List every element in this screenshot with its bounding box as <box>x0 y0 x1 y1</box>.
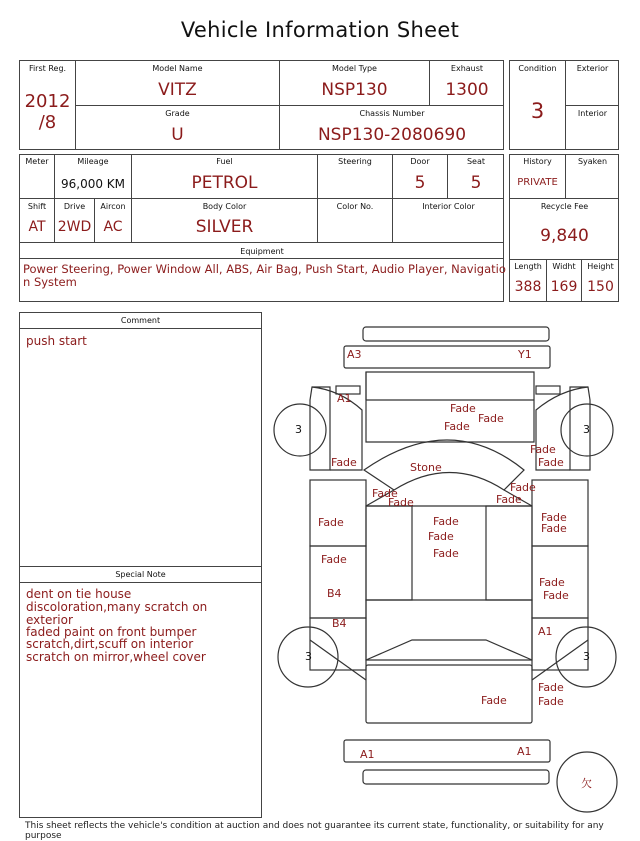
mileage-value: 96,000 KM <box>60 177 126 191</box>
damage-code: Fade <box>318 516 344 529</box>
left-front-fender <box>310 387 330 470</box>
first-reg-label: First Reg. <box>28 64 67 73</box>
special-note-line: discoloration,many scratch on <box>26 600 208 614</box>
missing-mark: 欠 <box>581 777 592 790</box>
special-note-line: dent on tie house <box>26 587 132 601</box>
interior-color-cell <box>393 199 504 243</box>
tire-grade: 3 <box>305 650 312 663</box>
damage-code: Fade <box>541 522 567 535</box>
exhaust-label: Exhaust <box>450 64 484 73</box>
rear-roof <box>366 600 532 660</box>
first-reg-year: 2012 <box>24 91 71 112</box>
page-title: Vehicle Information Sheet <box>180 18 460 42</box>
recycle-label: Recycle Fee <box>540 202 589 211</box>
first-reg-month: /8 <box>38 112 57 133</box>
color-no-label: Color No. <box>336 202 374 211</box>
comment-text: push start <box>26 334 87 348</box>
body-color-value: SILVER <box>195 217 254 237</box>
interior-cell <box>566 106 619 150</box>
specs-table <box>19 154 504 302</box>
damage-code: Fade <box>444 420 470 433</box>
body-color-label: Body Color <box>202 202 247 211</box>
disclaimer: This sheet reflects the vehicle's condition at auction and does not guarantee its current state, functionality, or suitability for any purpose <box>25 821 604 841</box>
damage-code: Fade <box>433 547 459 560</box>
damage-code: Fade <box>538 695 564 708</box>
special-note-line: faded paint on front bumper <box>26 625 197 639</box>
equipment-line2: n System <box>23 275 77 289</box>
special-note-line: scratch,dirt,scuff on interior <box>26 637 194 651</box>
condition-cell <box>510 61 566 150</box>
syaken-label: Syaken <box>577 157 608 166</box>
seat-cell <box>448 155 504 199</box>
color-no-cell <box>318 199 393 243</box>
width-cell <box>547 260 582 302</box>
model-type-label: Model Type <box>332 64 377 73</box>
drive-cell <box>55 199 95 243</box>
chassis-value: NSP130-2080690 <box>317 125 467 145</box>
door-label: Door <box>410 157 430 166</box>
damage-code: A1 <box>538 625 553 638</box>
mileage-label: Mileage <box>77 157 109 166</box>
syaken-cell <box>566 155 619 199</box>
roof-left-pillar <box>366 506 412 600</box>
damage-code: Fade <box>388 496 414 509</box>
history-value: PRIVATE <box>517 177 558 188</box>
length-cell <box>510 260 547 302</box>
grade-value: U <box>171 125 184 145</box>
model-type-value: NSP130 <box>321 80 388 100</box>
car-condition-diagram <box>262 315 622 820</box>
shift-label: Shift <box>27 202 47 211</box>
damage-code: Stone <box>410 461 442 474</box>
height-cell <box>582 260 619 302</box>
special-note-line: scratch on mirror,wheel cover <box>26 650 206 664</box>
damage-code: Fade <box>450 402 476 415</box>
damage-code: Fade <box>478 412 504 425</box>
grade-label: Grade <box>165 109 190 118</box>
damage-code: A1 <box>517 745 532 758</box>
grade-cell <box>76 106 280 150</box>
damage-code: Fade <box>541 511 567 524</box>
mileage-cell <box>55 155 132 199</box>
door-value: 5 <box>414 173 426 193</box>
equipment-line1: Power Steering, Power Window All, ABS, Air Bag, Push Start, Audio Player, Navigatio <box>23 262 506 276</box>
special-note-label: Special Note <box>115 570 166 579</box>
damage-code: Fade <box>496 493 522 506</box>
damage-code: Fade <box>428 530 454 543</box>
model-type-cell <box>280 61 430 106</box>
model-name-value: VITZ <box>158 80 197 100</box>
condition-table <box>509 60 619 150</box>
damage-code: A3 <box>347 348 362 361</box>
exhaust-value: 1300 <box>445 80 489 100</box>
rear-window-line <box>366 640 532 660</box>
recycle-cell <box>510 199 619 260</box>
tire-grade: 3 <box>583 423 590 436</box>
history-table <box>509 154 619 302</box>
damage-code: Fade <box>543 589 569 602</box>
first-reg-cell <box>20 61 76 150</box>
length-label: Length <box>514 262 542 271</box>
door-cell <box>393 155 448 199</box>
length-value: 388 <box>514 279 542 295</box>
shift-value: AT <box>28 219 46 235</box>
seat-value: 5 <box>470 173 482 193</box>
drive-label: Drive <box>63 202 86 211</box>
interior-label: Interior <box>577 109 608 118</box>
equipment-label: Equipment <box>240 247 284 256</box>
damage-code: Y1 <box>518 348 532 361</box>
recycle-value: 9,840 <box>540 226 589 246</box>
special-note-line: exterior <box>26 613 73 627</box>
right-mirror <box>536 386 560 394</box>
damage-code: Fade <box>372 487 398 500</box>
height-value: 150 <box>587 279 614 295</box>
model-name-label: Model Name <box>152 64 203 73</box>
damage-code: Fade <box>433 515 459 528</box>
tire-grade: 3 <box>583 650 590 663</box>
exterior-cell <box>566 61 619 106</box>
tire-grade: 3 <box>295 423 302 436</box>
chassis-cell <box>280 106 504 150</box>
damage-code: Fade <box>539 576 565 589</box>
width-value: 169 <box>550 279 578 295</box>
exhaust-cell <box>430 61 504 106</box>
comment-box <box>19 312 262 818</box>
aircon-label: Aircon <box>100 202 126 211</box>
width-label: Widht <box>552 262 576 271</box>
aircon-value: AC <box>103 219 123 235</box>
trunk <box>366 665 532 723</box>
aircon-cell <box>95 199 132 243</box>
windshield <box>364 440 524 490</box>
fuel-cell <box>132 155 318 199</box>
condition-value: 3 <box>530 99 545 123</box>
chassis-label: Chassis Number <box>359 109 425 118</box>
model-name-cell <box>76 61 280 106</box>
shift-cell <box>20 199 55 243</box>
meter-cell <box>20 155 55 199</box>
drive-value: 2WD <box>57 219 92 235</box>
steering-cell <box>318 155 393 199</box>
comment-label: Comment <box>120 316 161 325</box>
damage-code: B4 <box>332 617 347 630</box>
meter-label: Meter <box>25 157 49 166</box>
roof-right-pillar <box>486 506 532 600</box>
left-front-door <box>310 480 366 546</box>
fuel-value: PETROL <box>191 173 258 193</box>
equipment-cell <box>20 243 504 302</box>
steering-label: Steering <box>338 157 372 166</box>
history-label: History <box>523 157 552 166</box>
damage-code: Fade <box>538 456 564 469</box>
front-bumper-top <box>363 327 549 341</box>
body-color-cell <box>132 199 318 243</box>
seat-label: Seat <box>466 157 486 166</box>
fuel-label: Fuel <box>216 157 233 166</box>
damage-code: Fade <box>538 681 564 694</box>
damage-code: B4 <box>327 587 342 600</box>
damage-code: Fade <box>510 481 536 494</box>
damage-code: A1 <box>337 392 352 405</box>
history-cell <box>510 155 566 199</box>
damage-code: Fade <box>331 456 357 469</box>
damage-code: Fade <box>530 443 556 456</box>
main-info-table <box>19 60 504 150</box>
rear-bumper-bottom <box>363 770 549 784</box>
interior-color-label: Interior Color <box>422 202 475 211</box>
exterior-label: Exterior <box>576 64 609 73</box>
damage-code: Fade <box>481 694 507 707</box>
height-label: Height <box>587 262 614 271</box>
damage-code: A1 <box>360 748 375 761</box>
condition-label: Condition <box>518 64 557 73</box>
damage-code: Fade <box>321 553 347 566</box>
